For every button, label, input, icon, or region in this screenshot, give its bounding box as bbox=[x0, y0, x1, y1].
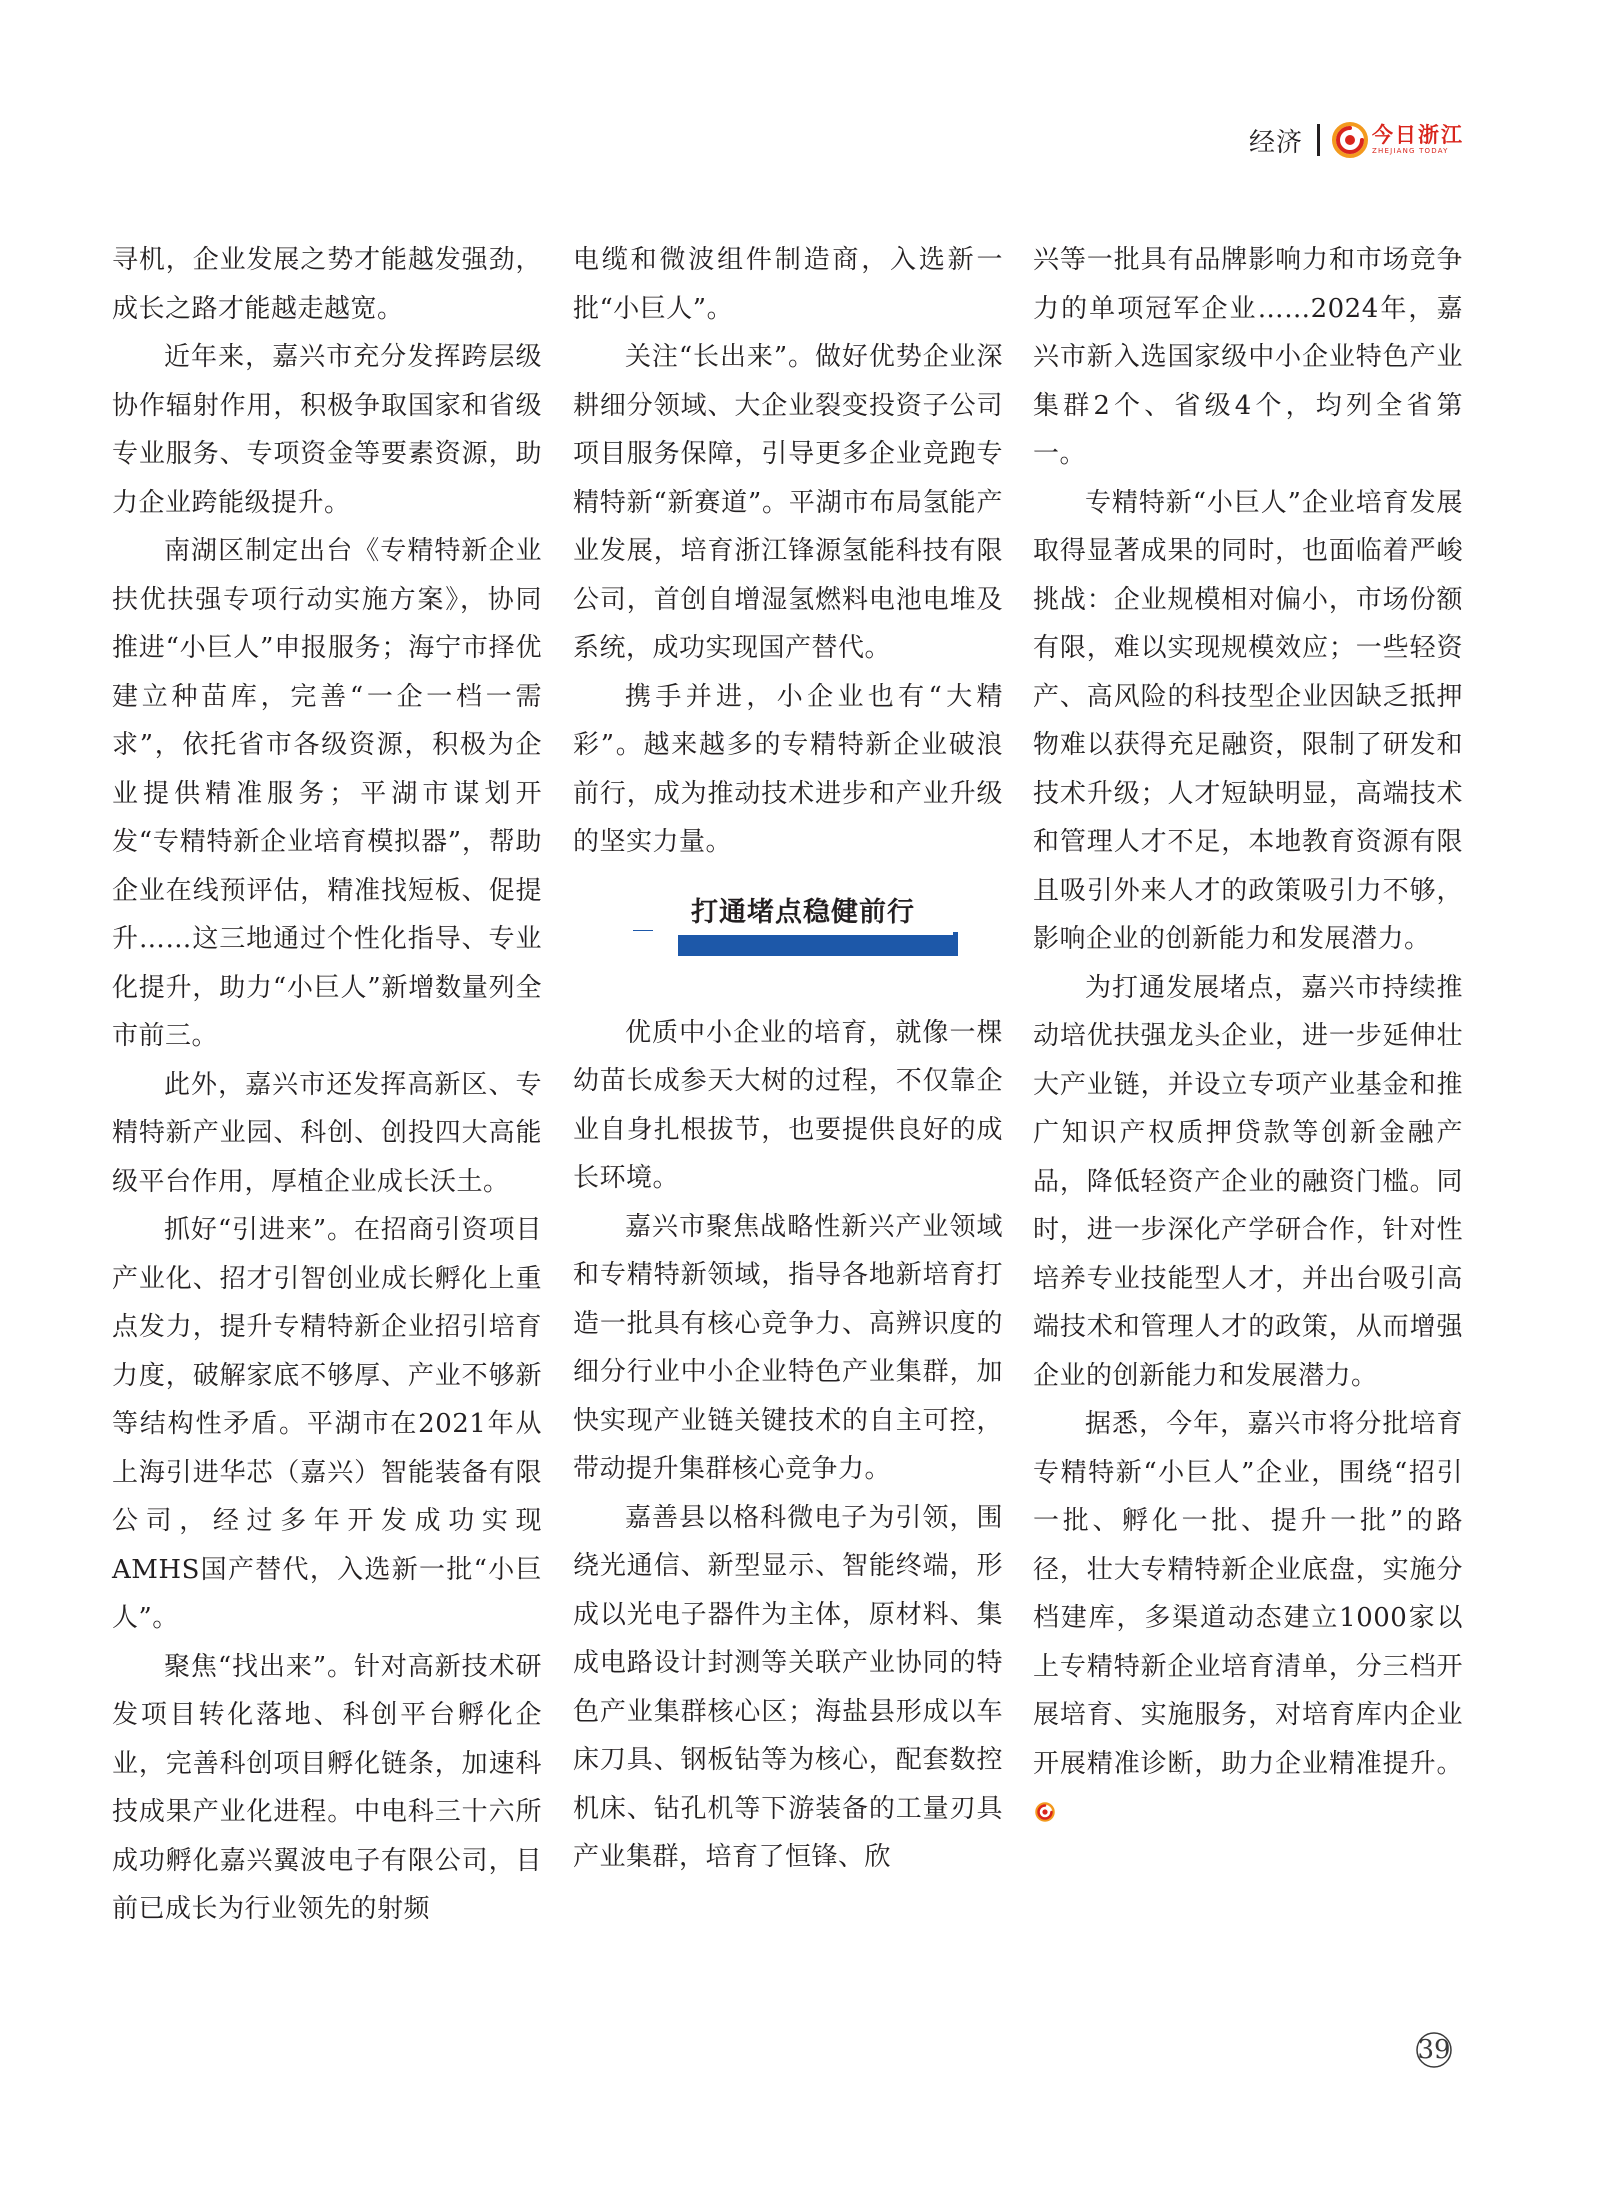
subheading-text: 打通堵点稳健前行 bbox=[653, 891, 953, 935]
logo-subtitle: ZHEJIANG TODAY bbox=[1372, 147, 1449, 155]
header-divider bbox=[1317, 124, 1320, 156]
section-label: 经济 bbox=[1248, 127, 1303, 158]
page-header bbox=[1249, 118, 1464, 162]
paragraph: 优质中小企业的培育，就像一棵幼苗长成参天大树的过程，不仅靠企业自身扎根拔节，也要提供良好的成长环境。 bbox=[573, 1017, 1003, 1193]
paragraph: 携手并进，小企业也有“大精彩”。越来越多的专精特新企业破浪前行，成为推动技术进步和产业升级的坚实力量。 bbox=[573, 681, 1003, 857]
subheading-bar bbox=[678, 932, 958, 956]
paragraph: 南湖区制定出台《专精特新企业扶优扶强专项行动实施方案》，协同推进“小巨人”申报服务；海宁市择优建立种苗库，完善“一企一档一需求”，依托省市各级资源，积极为企业提供精准服务；平湖市谋划开发“专精特新企业培育模拟器”，帮助企业在线预评估，精准找短板、促提升……这三地通过个性化指导、专业化提升，助力“小巨人”新增数量列全市前三。 bbox=[112, 536, 542, 1051]
paragraph: 兴等一批具有品牌影响力和市场竞争力的单项冠军企业……2024年，嘉兴市新入选国家级中小企业特色产业集群2个、省级4个，均列全省第一。 bbox=[1033, 245, 1463, 469]
logo-swirl-icon bbox=[1332, 122, 1368, 158]
paragraph: 此外，嘉兴市还发挥高新区、专精特新产业园、科创、创投四大高能级平台作用，厚植企业成长沃土。 bbox=[112, 1069, 542, 1197]
paragraph: 寻机，企业发展之势才能越发强劲，成长之路才能越走越宽。 bbox=[112, 245, 542, 324]
final-paragraph-text: 据悉，今年，嘉兴市将分批培育专精特新“小巨人”企业，围绕“招引一批、孵化一批、提升一批”的路径，壮大专精特新企业底盘，实施分档建库，多渠道动态建立1000家以上专精特新企业培育清单，分三档开展培育、实施服务，对培育库内企业开展精准诊断，助力企业精准提升。 bbox=[1033, 1409, 1463, 1779]
page-number-text: 39 bbox=[1417, 2035, 1451, 2065]
section-subheading bbox=[573, 891, 1003, 981]
paragraph: 为打通发展堵点，嘉兴市持续推动培优扶强龙头企业，进一步延伸壮大产业链，并设立专项产业基金和推广知识产权质押贷款等创新金融产品，降低轻资产企业的融资门槛。同时，进一步深化产学研合作，针对性培养专业技能型人才，并出台吸引高端技术和管理人才的政策，从而增强企业的创新能力和发展潜力。 bbox=[1033, 972, 1463, 1391]
paragraph: 嘉兴市聚焦战略性新兴产业领域和专精特新领域，指导各地新培育打造一批具有核心竞争力、高辨识度的细分行业中小企业特色产业集群，加快实现产业链关键技术的自主可控，带动提升集群核心竞争力。 bbox=[573, 1211, 1003, 1484]
paragraph: 专精特新“小巨人”企业培育发展取得显著成果的同时，也面临着严峻挑战：企业规模相对偏小，市场份额有限，难以实现规模效应；一些轻资产、高风险的科技型企业因缺乏抵押物难以获得充足融资，限制了研发和技术升级；人才短缺明显，高端技术和管理人才不足，本地教育资源有限且吸引外来人才的政策吸引力不够，影响企业的创新能力和发展潜力。 bbox=[1033, 487, 1463, 954]
paragraph: 电缆和微波组件制造商，入选新一批“小巨人”。 bbox=[573, 245, 1003, 324]
paragraph: 聚焦“找出来”。针对高新技术研发项目转化落地、科创平台孵化企业，完善科创项目孵化链条，加速科技成果产业化进程。中电科三十六所成功孵化嘉兴翼波电子有限公司，目前已成长为行业领先的射频 bbox=[112, 1651, 542, 1924]
article-column-1 bbox=[112, 236, 542, 1934]
paragraph bbox=[1033, 1400, 1463, 1837]
paragraph: 抓好“引进来”。在招商引资项目产业化、招才引智创业成长孵化上重点发力，提升专精特新企业招引培育力度，破解家底不够厚、产业不够新等结构性矛盾。平湖市在2021年从上海引进华芯（嘉兴）智能装备有限公司，经过多年开发成功实现AMHS国产替代，入选新一批“小巨人”。 bbox=[112, 1215, 542, 1633]
article-end-icon bbox=[1035, 1802, 1055, 1822]
magazine-logo bbox=[1332, 122, 1464, 158]
paragraph: 关注“长出来”。做好优势企业深耕细分领域、大企业裂变投资子公司项目服务保障，引导更多企业竞跑专精特新“新赛道”。平湖市布局氢能产业发展，培育浙江锋源氢能科技有限公司，首创自增湿氢燃料电池电堆及系统，成功实现国产替代。 bbox=[573, 342, 1003, 663]
article-column-3 bbox=[1033, 236, 1463, 1837]
logo-title: 今日浙江 bbox=[1372, 123, 1464, 147]
article-column-2 bbox=[573, 236, 1003, 1882]
paragraph: 嘉善县以格科微电子为引领，围绕光通信、新型显示、智能终端，形成以光电子器件为主体，原材料、集成电路设计封测等关联产业协同的特色产业集群核心区；海盐县形成以车床刀具、钢板钻等为核心，配套数控机床、钻孔机等下游装备的工量刃具产业集群，培育了恒锋、欣 bbox=[573, 1502, 1003, 1872]
page-number bbox=[1414, 2030, 1454, 2070]
paragraph: 近年来，嘉兴市充分发挥跨层级协作辐射作用，积极争取国家和省级专业服务、专项资金等要素资源，助力企业跨能级提升。 bbox=[112, 342, 542, 518]
